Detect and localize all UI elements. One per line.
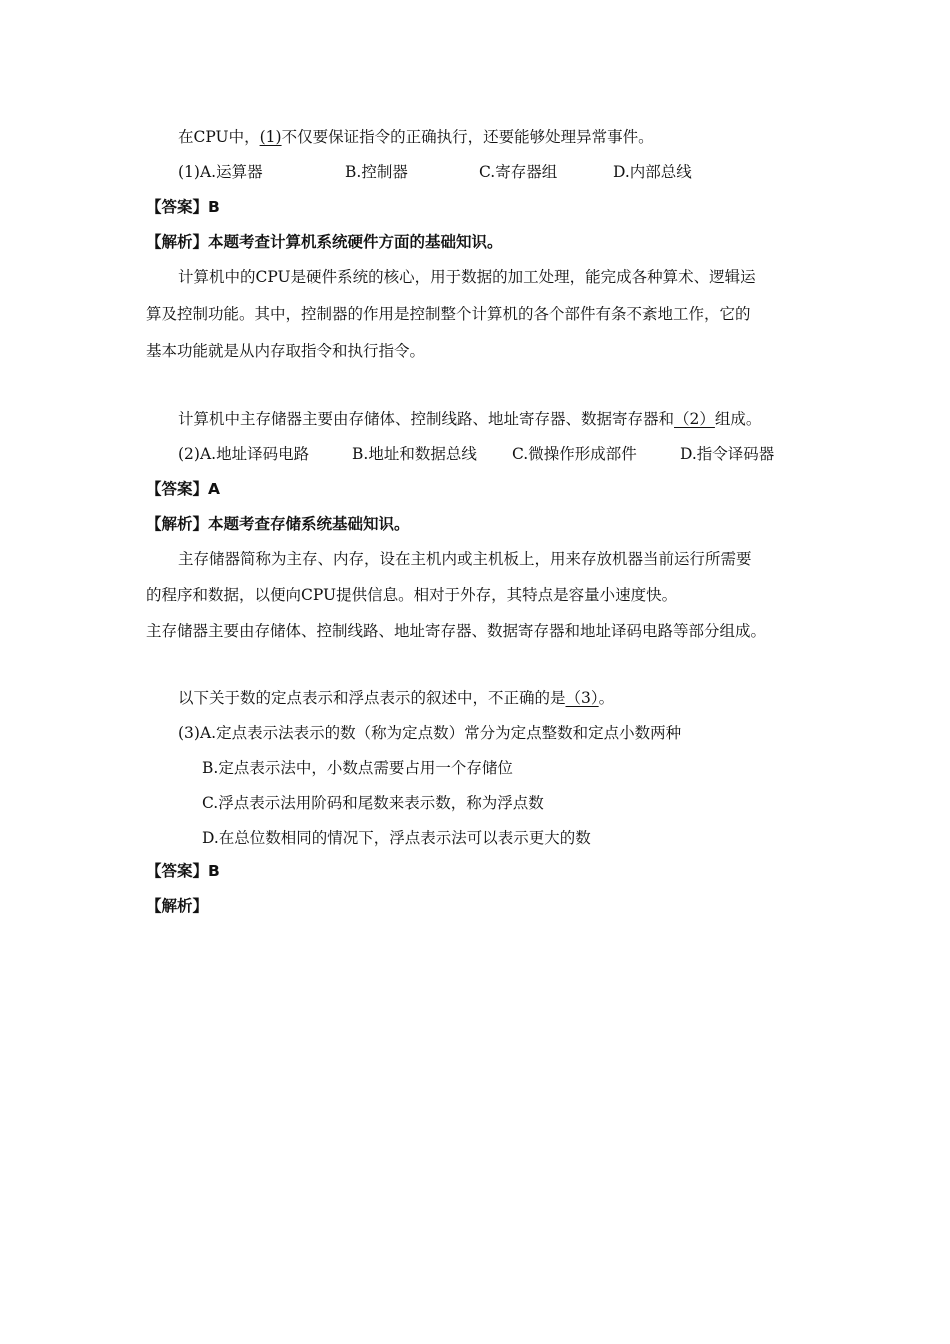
q3-option-c: C.浮点表示法用阶码和尾数来表示数，称为浮点数	[202, 794, 544, 812]
q2-option-c: C.微操作形成部件	[512, 445, 637, 463]
q1-stem-post: 不仅要保证指令的正确执行，还要能够处理异常事件。	[281, 128, 654, 146]
q1-analysis-line: 基本功能就是从内存取指令和执行指令。	[146, 342, 426, 360]
q2-option-b: B.地址和数据总线	[352, 445, 477, 463]
q2-stem-post: 组成。	[714, 410, 762, 428]
q2-option-a: (2)A.地址译码电路	[178, 445, 310, 463]
q1-stem	[178, 127, 654, 147]
q1-analysis-title: 【解析】本题考查计算机系统硬件方面的基础知识。	[146, 233, 503, 251]
q3-answer: 【答案】B	[146, 862, 220, 880]
q1-answer: 【答案】B	[146, 198, 220, 216]
q3-option-d: D.在总位数相同的情况下，浮点表示法可以表示更大的数	[202, 829, 591, 847]
q1-analysis-line: 计算机中的CPU是硬件系统的核心，用于数据的加工处理，能完成各种算术、逻辑运	[178, 268, 756, 286]
q3-option-b: B.定点表示法中，小数点需要占用一个存储位	[202, 759, 513, 777]
q3-blank: （3）	[565, 689, 599, 707]
q2-stem-pre: 计算机中主存储器主要由存储体、控制线路、地址寄存器、数据寄存器和	[178, 410, 675, 428]
q2-answer: 【答案】A	[146, 480, 220, 498]
q3-stem	[178, 688, 614, 708]
q1-stem-pre: 在CPU中，	[178, 128, 260, 146]
q1-option-c: C.寄存器组	[479, 163, 558, 181]
q2-option-d: D.指令译码器	[680, 445, 775, 463]
q1-option-b: B.控制器	[345, 163, 408, 181]
q1-blank: (1)	[259, 128, 282, 146]
q3-stem-post: 。	[598, 689, 615, 707]
q1-option-d: D.内部总线	[613, 163, 692, 181]
q2-analysis-title: 【解析】本题考查存储系统基础知识。	[146, 515, 410, 533]
q2-stem	[178, 409, 761, 429]
q2-analysis-line: 的程序和数据，以便向CPU提供信息。相对于外存，其特点是容量小速度快。	[146, 586, 678, 604]
q2-blank: （2）	[674, 410, 715, 428]
q2-analysis-line: 主存储器主要由存储体、控制线路、地址寄存器、数据寄存器和地址译码电路等部分组成。	[146, 622, 767, 640]
q3-stem-pre: 以下关于数的定点表示和浮点表示的叙述中，不正确的是	[178, 689, 566, 707]
q3-analysis-title: 【解析】	[146, 897, 209, 915]
q1-analysis-line: 算及控制功能。其中，控制器的作用是控制整个计算机的各个部件有条不紊地工作，它的	[146, 305, 751, 323]
q2-analysis-line: 主存储器简称为主存、内存，设在主机内或主机板上，用来存放机器当前运行所需要	[178, 550, 752, 568]
q1-option-a: (1)A.运算器	[178, 163, 263, 181]
q3-option-a: (3)A.定点表示法表示的数（称为定点数）常分为定点整数和定点小数两种	[178, 724, 682, 742]
